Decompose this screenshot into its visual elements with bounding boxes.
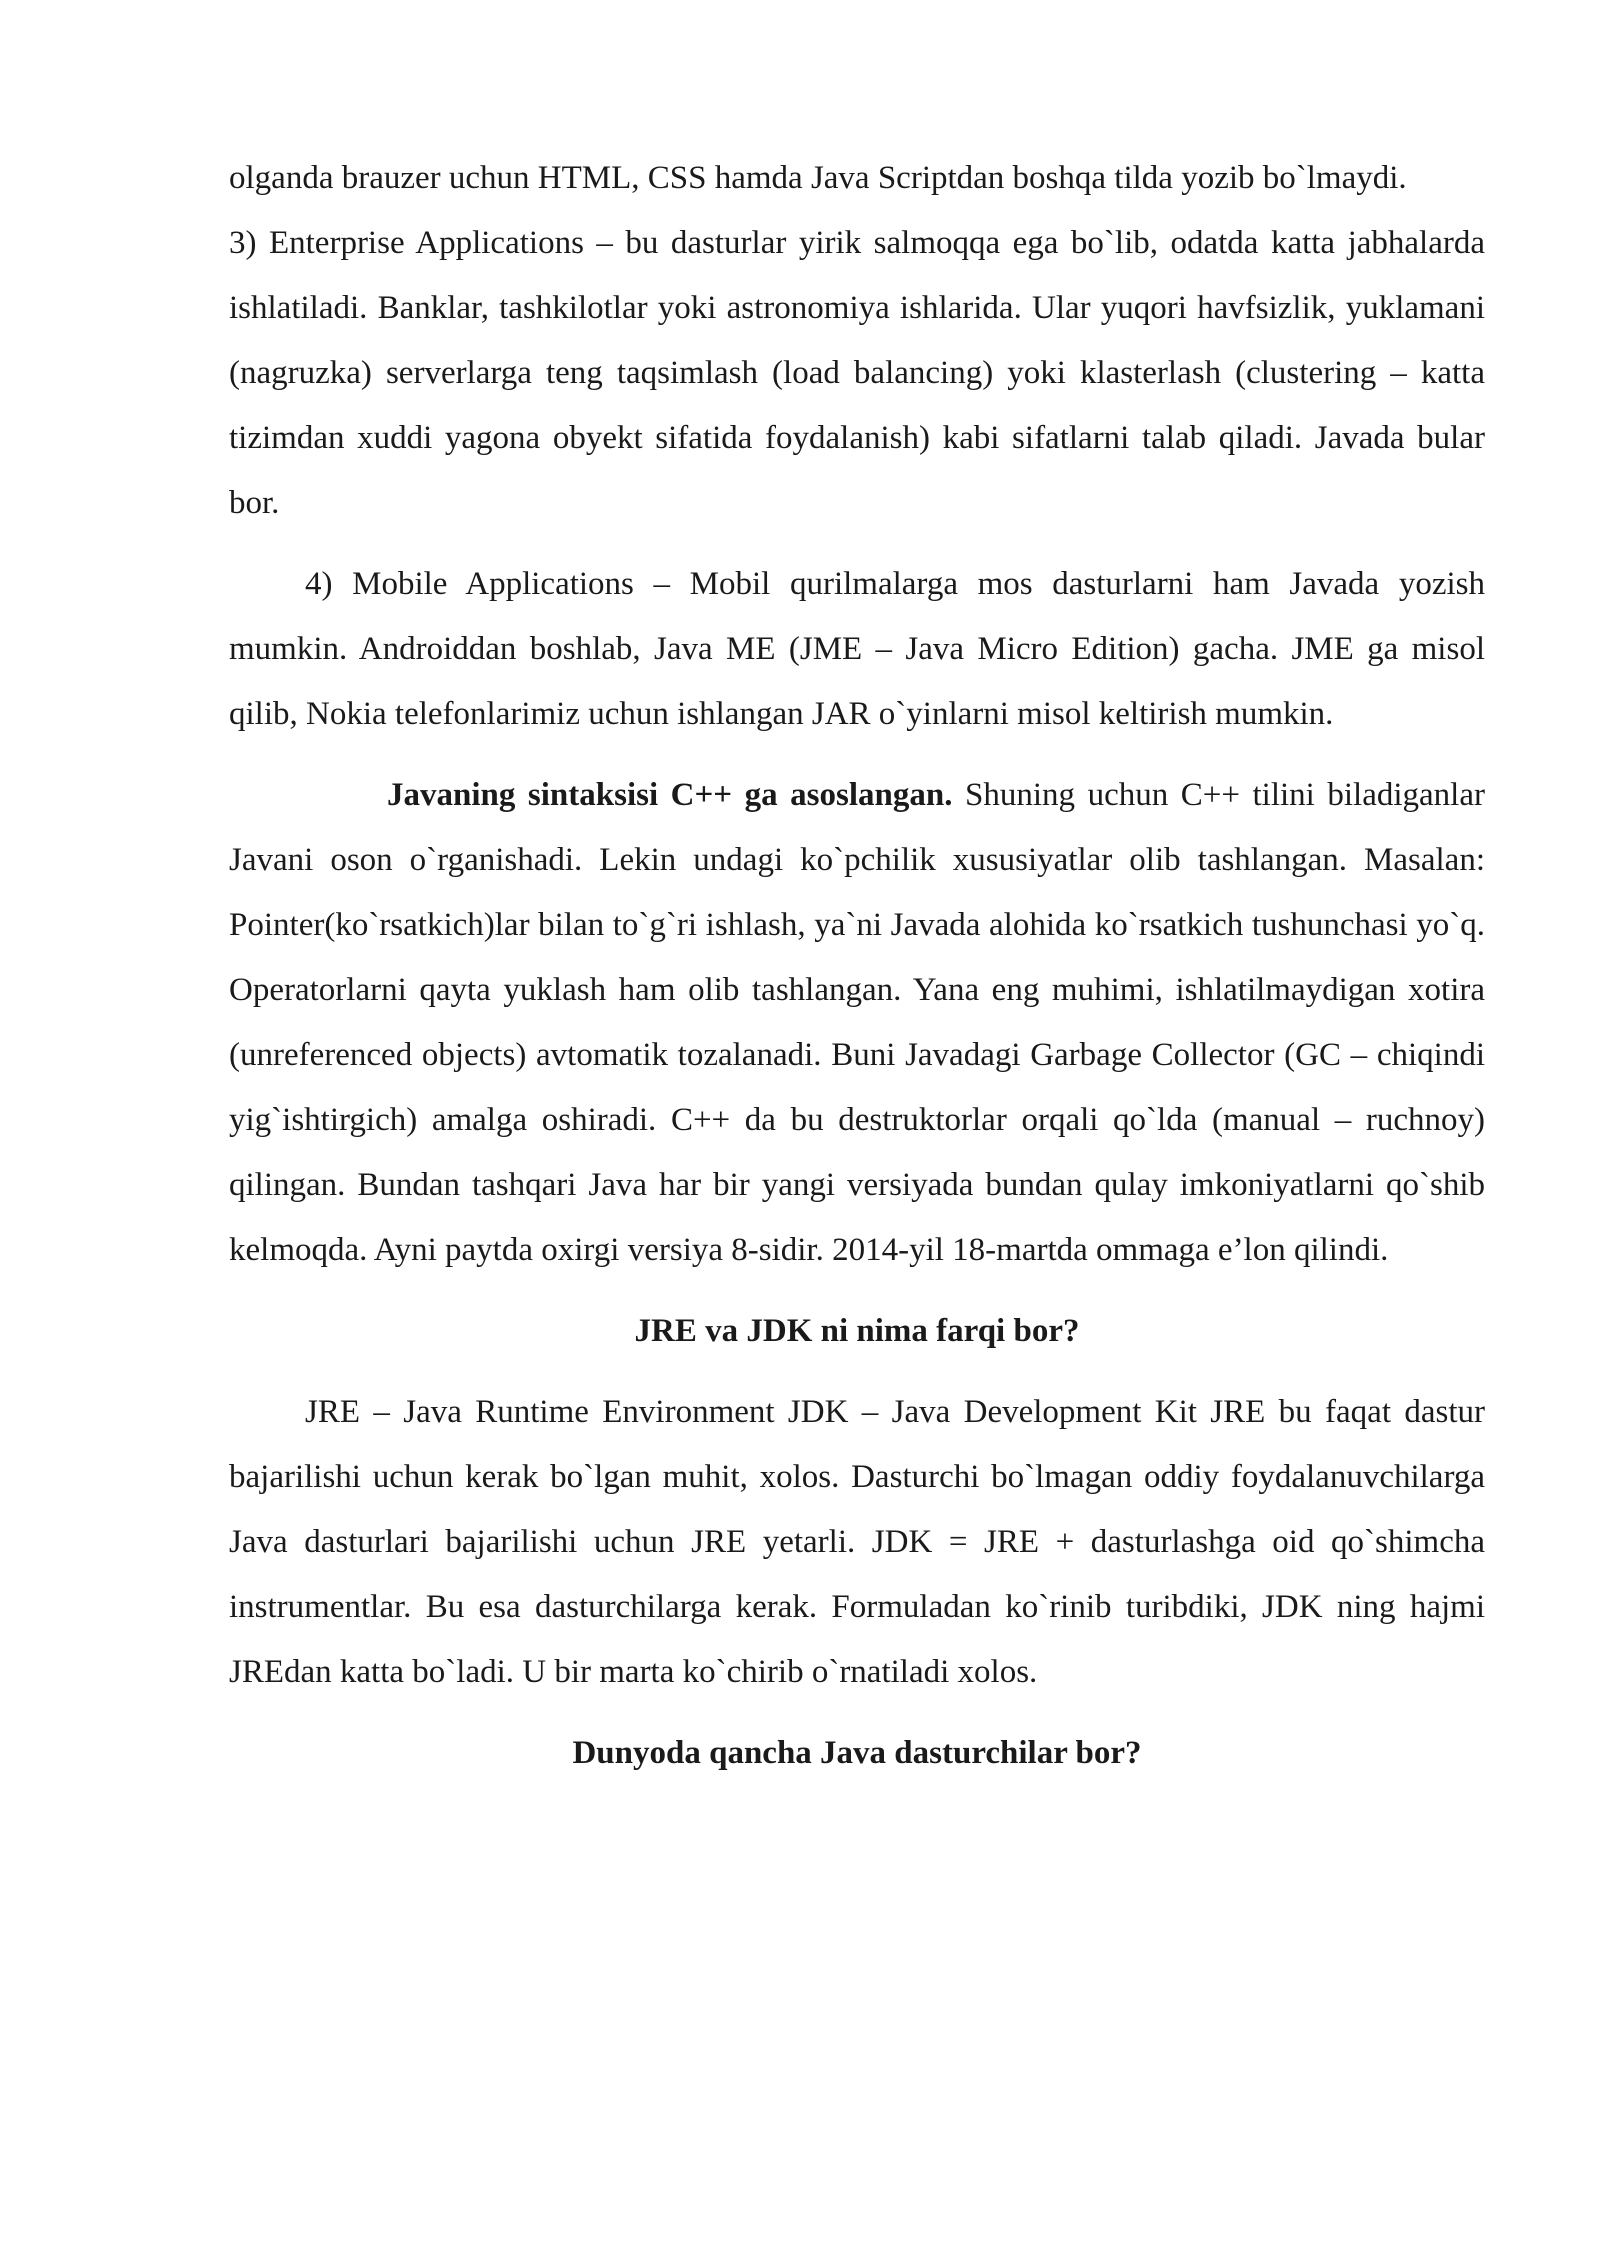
syntax-body: Shuning uchun C++ tilini biladiganlar Javani oson o`rganishadi. Lekin undagi ko`pchilik xususiyatlar olib tashlangan. Masalan: Pointer(ko`rsatkich)lar bilan to`g`ri ishlash, ya`ni Javada alohida ko`rsatkich tushunchasi yo`q. Operatorlarni qayta yuklash ham olib tashlangan. Yana eng muhimi, ishlatilmaydigan xotira (unreferenced objects) avtomatik tozalanadi. Buni Javadagi Garbage Collector (GC – chiqindi yig`ishtirgich) amalga oshiradi. C++ da bu destruktorlar orqali qo`lda (manual – ruchnoy) qilingan. Bundan tashqari Java har bir yangi versiyada bundan qulay imkoniyatlarni qo`shib kelmoqda. Ayni paytda oxirgi versiya 8-sidir. 2014-yil 18-martda ommaga e’lon qilindi. (229, 777, 1485, 1268)
heading-java-developers-count: Dunyoda qancha Java dasturchilar bor? (572, 1735, 1142, 1771)
paragraph-enterprise-applications: 3) Enterprise Applications – bu dasturlar yirik salmoqqa ega bo`lib, odatda katta jabhalarda ishlatiladi. Banklar, tashkilotlar yoki astronomiya ishlarida. Ular yuqori havfsizlik, yuklamani (nagruzka) serverlarga teng taqsimlash (load balancing) yoki klasterlash (clustering – katta tizimdan xuddi yagona obyekt sifatida foydalanish) kabi sifatlarni talab qiladi. Javada bular bor. (229, 225, 1485, 521)
heading-jre-vs-jdk: JRE va JDK ni nima farqi bor? (634, 1313, 1080, 1349)
paragraph-java-syntax (229, 763, 1485, 1283)
paragraph-web-applications-end: olganda brauzer uchun HTML, CSS hamda Java Scriptdan boshqa tilda yozib bo`lmaydi. (229, 160, 1407, 196)
paragraph-mobile-applications: 4) Mobile Applications – Mobil qurilmalarga mos dasturlarni ham Javada yozish mumkin. Androiddan boshlab, Java ME (JME – Java Micro Edition) gacha. JME ga misol qilib, Nokia telefonlarimiz uchun ishlangan JAR o`yinlarni misol keltirish mumkin. (229, 566, 1485, 732)
syntax-lead-bold: Javaning sintaksisi C++ ga asoslangan. (387, 777, 953, 813)
paragraph-jre-jdk: JRE – Java Runtime Environment JDK – Java Development Kit JRE bu faqat dastur bajarilishi uchun kerak bo`lgan muhit, xolos. Dasturchi bo`lmagan oddiy foydalanuvchilarga Java dasturlari bajarilishi uchun JRE yetarli. JDK = JRE + dasturlashga oid qo`shimcha instrumentlar. Bu esa dasturchilarga kerak. Formuladan ko`rinib turibdiki, JDK ning hajmi JREdan katta bo`ladi. U bir marta ko`chirib o`rnatiladi xolos. (229, 1394, 1485, 1690)
document-page (229, 146, 1485, 1786)
